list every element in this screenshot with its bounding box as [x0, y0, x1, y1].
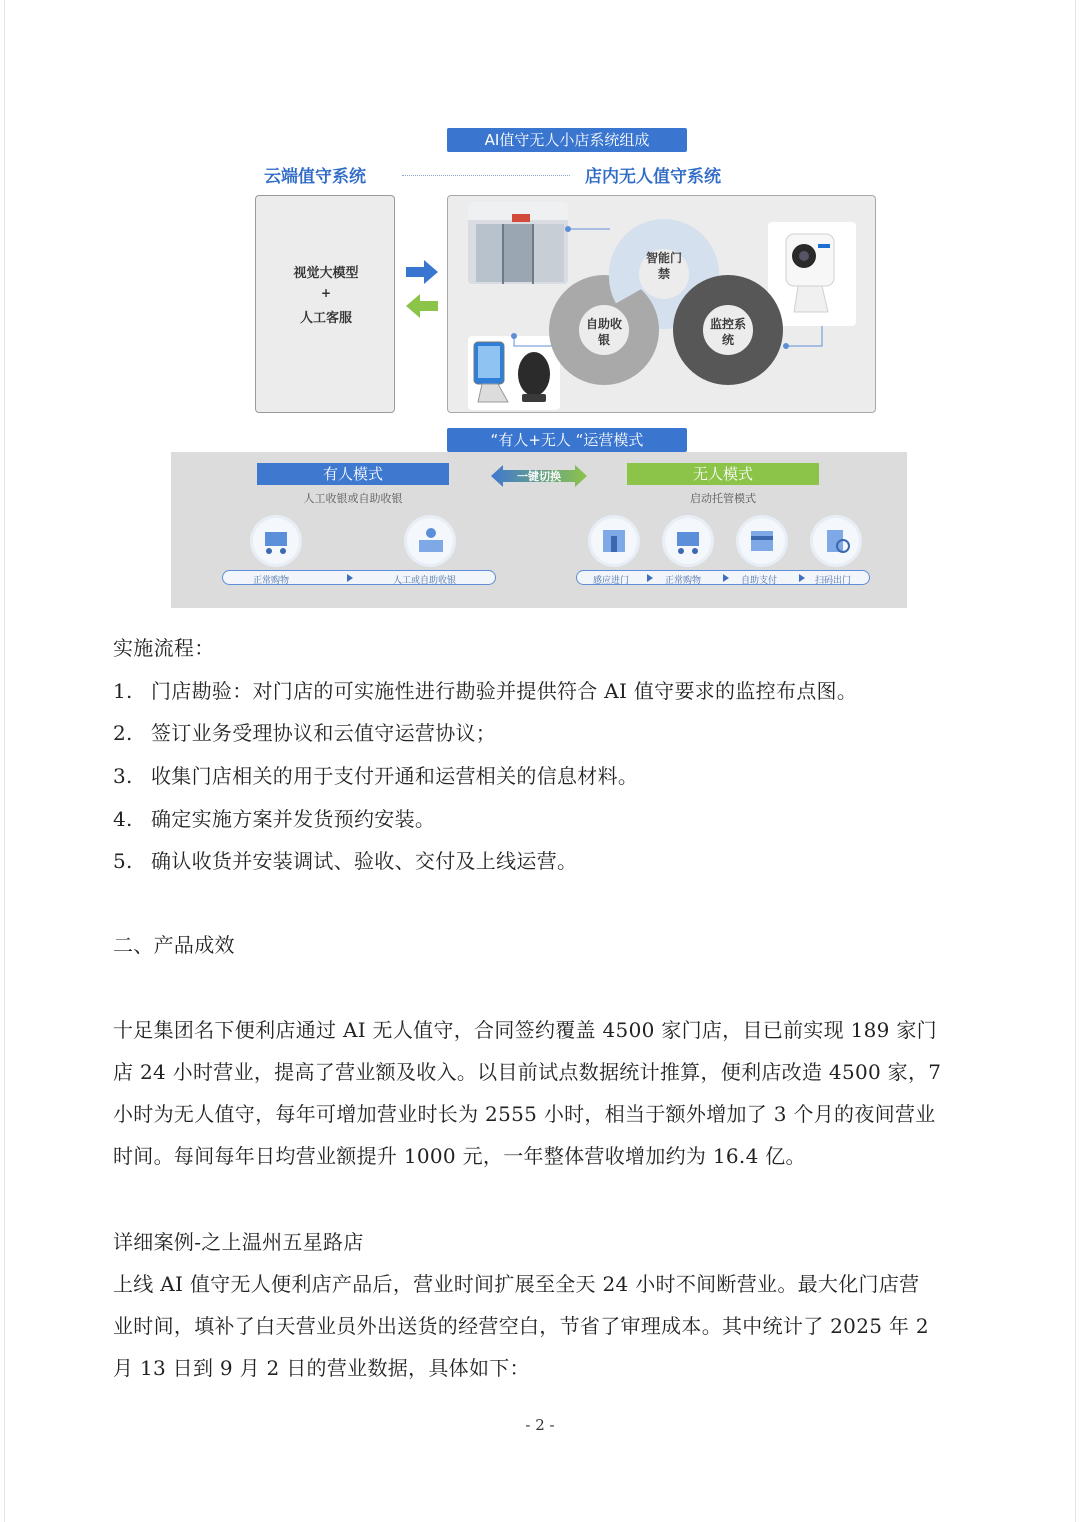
switch-label: 一键切换: [517, 470, 561, 483]
impl-step-5: [113, 845, 973, 874]
smart-access-label: 智能门禁: [645, 251, 682, 281]
staffed-mode-tab: 有人模式: [257, 463, 449, 485]
diagram-title-banner: AI值守无人小店系统组成: [447, 128, 687, 152]
step-text: 确认收货并安装调试、验收、交付及上线运营。: [151, 849, 578, 873]
unmanned-mode-subtitle: 启动托管模式: [690, 492, 756, 505]
mode-title-banner: “有人+无人 “运营模式: [447, 428, 687, 452]
page-number: - 2 -: [525, 1416, 555, 1434]
flow-arrow-icon: [723, 574, 729, 582]
flow-step: 人工或自助收银: [393, 576, 457, 586]
flow-arrow-icon: [799, 574, 805, 582]
flow-arrow-icon: [647, 574, 653, 582]
step-text: 签订业务受理协议和云值守运营协议；: [151, 721, 497, 745]
step-number: 3.: [113, 764, 133, 788]
monitoring-label: 监控系统: [709, 317, 746, 347]
flow-step: 扫码出门: [815, 576, 852, 586]
flow-step: 自助支付: [741, 576, 778, 586]
impl-step-2: [113, 717, 973, 746]
section-2-heading: 二、产品成效: [113, 933, 235, 957]
plus-sign: +: [320, 286, 332, 300]
flow-step: 正常购物: [253, 576, 290, 586]
case-para-line: 业时间，填补了白天营业员外出送货的经营空白，节省了审理成本。其中统计了 2025 年 2: [113, 1314, 929, 1338]
step-number: 1.: [113, 679, 133, 703]
impl-step-1: [113, 675, 973, 704]
results-para-line: 店 24 小时营业，提高了营业额及收入。以目前试点数据统计推算，便利店改造 4500 家，7: [113, 1060, 942, 1084]
case-title: 详细案例-之上温州五星路店: [113, 1230, 364, 1254]
cloud-system-header: 云端值守系统: [264, 167, 366, 187]
impl-step-3: [113, 760, 973, 789]
case-para-line: 上线 AI 值守无人便利店产品后，营业时间扩展至全天 24 小时不间断营业。最大化门店营: [113, 1272, 920, 1296]
step-number: 4.: [113, 807, 133, 831]
sync-arrows-icon: [404, 258, 440, 320]
impl-step-4: [113, 803, 973, 832]
cashier-icon: [407, 518, 453, 564]
step-text: 确定实施方案并发货预约安装。: [151, 807, 436, 831]
system-rings-diagram: [448, 196, 876, 413]
staffed-mode-subtitle: 人工收银或自助收银: [303, 492, 403, 505]
step-text: 门店勘验：对门店的可实施性进行勘验并提供符合 AI 值守要求的监控布点图。: [151, 679, 858, 703]
results-para-line: 时间。每间每年日均营业额提升 1000 元，一年整体营收增加约为 16.4 亿。: [113, 1144, 806, 1168]
flow-step: 感应进门: [593, 576, 630, 586]
unmanned-mode-tab: 无人模式: [627, 463, 819, 485]
results-para-line: 十足集团名下便利店通过 AI 无人值守，合同签约覆盖 4500 家门店，目已前实现 189 家门: [113, 1018, 937, 1042]
shopping-cart-icon: [253, 518, 299, 564]
human-service-label: 人工客服: [299, 311, 352, 326]
store-system-header: 店内无人值守系统: [585, 167, 721, 187]
staffed-flow-bar: [222, 570, 496, 585]
unmanned-flow-bar: [576, 570, 870, 585]
implementation-heading: 实施流程：: [113, 636, 215, 660]
step-number: 2.: [113, 721, 133, 745]
cloud-system-box: [255, 195, 395, 413]
vision-model-label: 视觉大模型: [293, 266, 359, 281]
operation-mode-panel: [171, 452, 907, 608]
self-checkout-label: 自助收银: [585, 317, 622, 347]
results-para-line: 小时为无人值守，每年可增加营业时长为 2555 小时，相当于额外增加了 3 个月的夜间营业: [113, 1102, 936, 1126]
flow-step: 正常购物: [665, 576, 702, 586]
step-text: 收集门店相关的用于支付开通和运营相关的信息材料。: [151, 764, 639, 788]
system-diagram: [0, 0, 1080, 450]
step-number: 5.: [113, 849, 133, 873]
case-para-line: 月 13 日到 9 月 2 日的营业数据，具体如下：: [113, 1356, 530, 1380]
scan-exit-icon: [813, 518, 859, 564]
shopping-cart-icon-2: [665, 518, 711, 564]
payment-icon: [739, 518, 785, 564]
store-system-box: [447, 195, 876, 413]
header-divider: [402, 175, 570, 176]
entry-gate-icon: [591, 518, 637, 564]
flow-arrow-icon: [347, 574, 353, 582]
